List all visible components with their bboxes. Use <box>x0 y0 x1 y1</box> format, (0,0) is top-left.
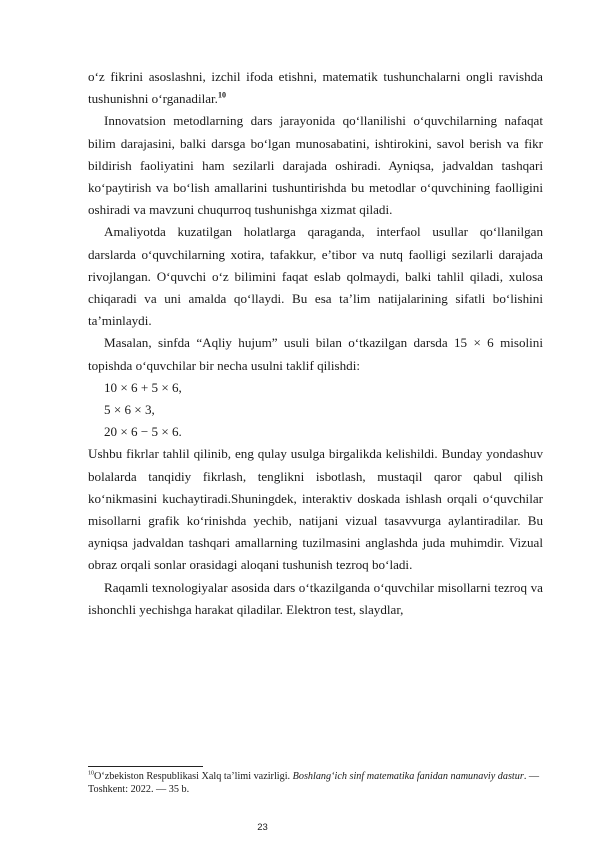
footnote-divider <box>88 766 203 767</box>
paragraph-5: Ushbu fikrlar tahlil qilinib, eng qulay usulga birgalikda kelishildi. Bunday yondashuv bolalarda tanqidiy fikrlash, tenglikni isbotlash, mustaqil qaror qabul qilish ko‘nikmasini kuchaytiradi.Shuningdek, interaktiv doskada ishlash orqali o‘quvchilar misollarni grafik ko‘rinishda yechib, natijani vizual tasavvurga aylantiradilar. Bu ayniqsa jadvaldan tashqari amallarning tuzilmasini anglashda juda muhimdir. Vizual obraz orqali sonlar orasidagi aloqani tushunish tezroq bo‘ladi. <box>88 446 543 573</box>
paragraph-2: Innovatsion metodlarning dars jarayonida qo‘llanilishi o‘quvchilarning nafaqat bilim darajasini, balki darsga bo‘lgan munosabatini, ishtirokini, savol berish va fikr bildirish faoliyatini ham sezilarli darajada oshiradi. Ayniqsa, jadvaldan tashqari ko‘paytirish va bo‘lish amallarini tushuntirishda bu metodlar o‘quvchining faolligini oshiradi va mavzuni chuqurroq tushunishga xizmat qiladi. <box>88 113 543 218</box>
footnote-reference[interactable]: 10 <box>217 90 226 100</box>
paragraph-3: Amaliyotda kuzatilgan holatlarga qaraganda, interfaol usullar qo‘llanilgan darslarda o‘quvchilarning xotira, tafakkur, e’tibor va nutq faolligi sezilarli darajada rivojlangan. O‘quvchi o‘z bilimini faqat eslab qolmaydi, balki tahlil qiladi, xulosa chiqaradi va uni amalda qo‘llaydi. Bu esa ta’lim natijalarining sifatli bo‘lishini ta’minlaydi. <box>88 224 543 329</box>
footnote-publication: . — Toshkent: 2022. — 35 b. <box>88 771 540 795</box>
formula-3: 20 × 6 − 5 × 6. <box>104 424 182 440</box>
page-body <box>88 66 543 621</box>
formula-1: 10 × 6 + 5 × 6, <box>104 379 182 395</box>
footnote-source: O‘zbekiston Respublikasi Xalq ta’limi vazirligi. <box>94 771 293 782</box>
page-number <box>0 822 595 833</box>
paragraph-1-text: o‘z fikrini asoslashni, izchil ifoda etishni, matematik tushunchalarni ongli ravishda tushunishni o‘rganadilar. <box>88 69 543 107</box>
footnote <box>88 770 543 796</box>
footnote-number: 10 <box>88 770 94 777</box>
paragraph-4: Masalan, sinfda “Aqliy hujum” usuli bilan o‘tkazilgan darsda 15 × 6 misolini topishda o‘quvchilar bir necha usulni taklif qilishdi: <box>88 335 543 373</box>
paragraph-1 <box>88 66 543 110</box>
paragraph-6: Raqamli texnologiyalar asosida dars o‘tkazilganda o‘quvchilar misollarni tezroq va ishonchli yechishga harakat qiladilar. Elektron test, slaydlar, <box>88 579 543 617</box>
footnote-title: Boshlang‘ich sinf matematika fanidan namunaviy dastur <box>292 771 524 782</box>
page-number-text: 23 <box>257 822 268 833</box>
formula-2: 5 × 6 × 3, <box>104 402 155 418</box>
